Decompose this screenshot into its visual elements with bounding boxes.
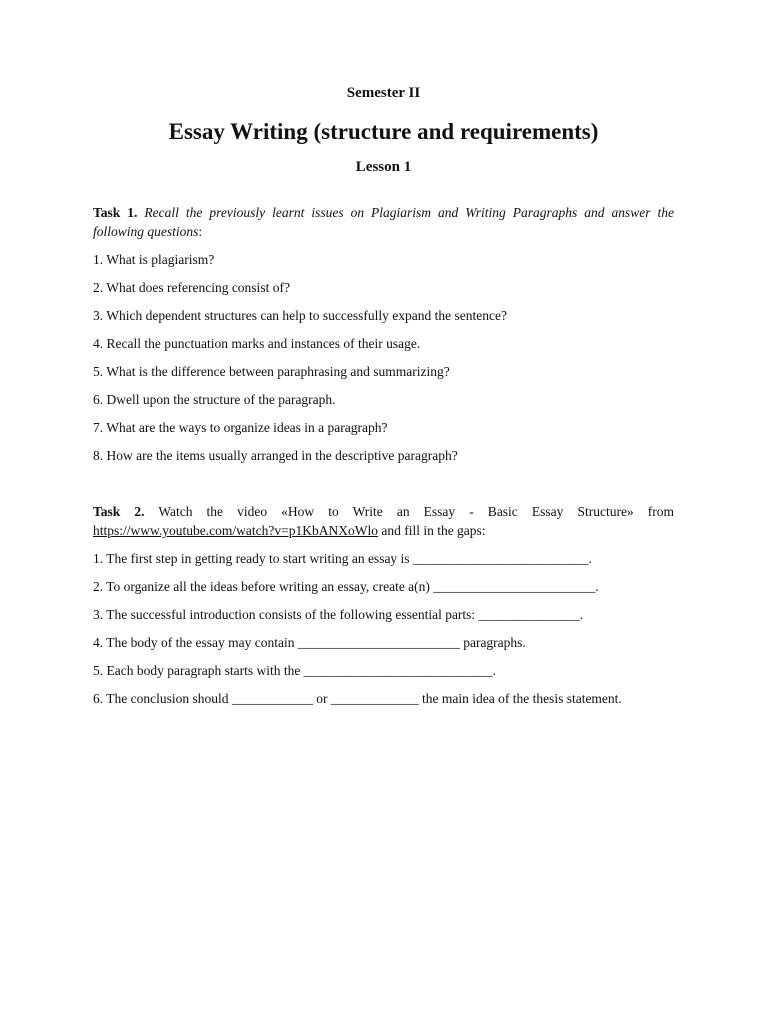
task2-gap-item: 2. To organize all the ideas before writing an essay, create a(n) ________________________. [93,579,599,594]
task1-question: 7. What are the ways to organize ideas in a paragraph? [93,420,388,435]
task2-gap-list [93,549,674,708]
task1-question: 2. What does referencing consist of? [93,280,290,295]
lesson-heading: Lesson 1 [355,159,412,175]
task2-gap-item: 4. The body of the essay may contain ________________________ paragraphs. [93,635,526,650]
video-link[interactable]: https://www.youtube.com/watch?v=p1KbANXoWlo [93,523,378,538]
task2-gap-item: 1. The first step in getting ready to start writing an essay is __________________________. [93,551,592,566]
task1-description-colon: : [198,224,203,239]
task2-gap-item: 3. The successful introduction consists of the following essential parts: _______________. [93,607,584,622]
task1-question: 8. How are the items usually arranged in the descriptive paragraph? [93,448,458,463]
semester-heading: Semester II [346,85,421,101]
task1-instruction [93,203,674,241]
task2-instruction [93,502,674,540]
task2-description-end: and fill in the gaps: [381,523,486,538]
page-title: Essay Writing (structure and requirements) [168,119,599,144]
task1-question-list [93,250,674,465]
task2-gap-item: 5. Each body paragraph starts with the ____________________________. [93,663,497,678]
document-page [93,84,674,708]
task1-label: Task 1. [93,205,138,220]
task1-question: 4. Recall the punctuation marks and instances of their usage. [93,336,421,351]
task1-question: 5. What is the difference between paraphrasing and summarizing? [93,364,450,379]
task2-description: Watch the video «How to Write an Essay - Basic Essay Structure» from [158,504,675,519]
task1-question: 1. What is plagiarism? [93,252,215,267]
task2-label: Task 2. [93,504,145,519]
task2-gap-item: 6. The conclusion should ____________ or _____________ the main idea of the thesis statement. [93,691,622,706]
task1-question: 6. Dwell upon the structure of the paragraph. [93,392,336,407]
task1-description: Recall the previously learnt issues on Plagiarism and Writing Paragraphs and answer the following questions [93,205,675,239]
task1-question: 3. Which dependent structures can help to successfully expand the sentence? [93,308,507,323]
